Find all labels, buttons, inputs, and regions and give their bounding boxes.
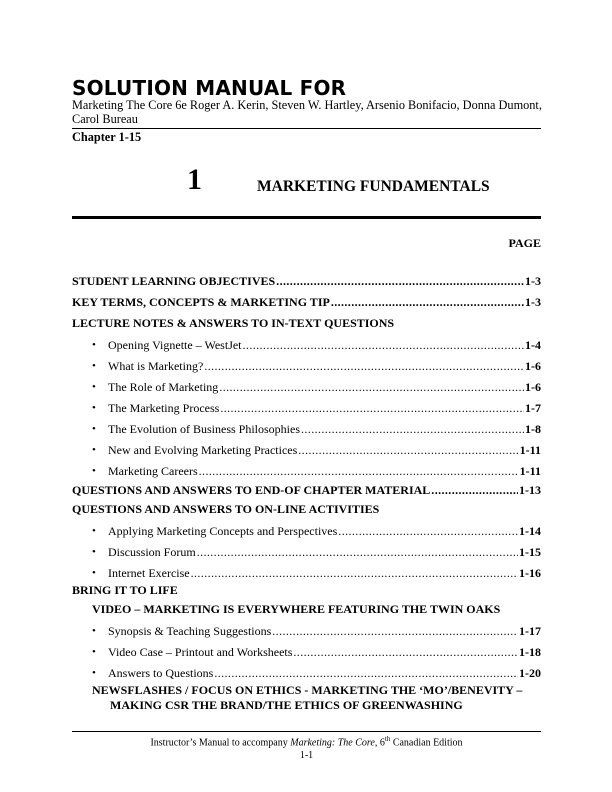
dot-leader: [243, 338, 524, 352]
toc-label: Discussion Forum: [108, 545, 196, 559]
bullet-icon: •: [92, 381, 96, 393]
toc-heading-ethics: [92, 683, 542, 713]
bullet-icon: •: [92, 625, 96, 637]
toc-heading-bring-it-to-life: BRING IT TO LIFE: [72, 583, 178, 597]
dot-leader: [338, 524, 518, 538]
dot-leader: [204, 359, 524, 373]
dot-leader: [197, 545, 518, 559]
chapter-title: MARKETING FUNDAMENTALS: [257, 178, 490, 195]
footer-rule: [72, 731, 541, 732]
toc-label: Marketing Careers: [108, 464, 198, 478]
toc-entry[interactable]: [92, 357, 541, 373]
dot-leader: [191, 566, 518, 580]
toc-entry[interactable]: [92, 420, 541, 436]
toc-heading-lecture: LECTURE NOTES & ANSWERS TO IN-TEXT QUESTIONS: [72, 316, 395, 330]
dot-leader: [293, 645, 518, 659]
toc-page: 1-17: [519, 624, 541, 638]
toc-entry[interactable]: [92, 564, 541, 580]
bullet-icon: •: [92, 465, 96, 477]
bullet-icon: •: [92, 546, 96, 558]
dot-leader: [199, 464, 519, 478]
toc-page: 1-6: [525, 359, 541, 373]
footer-edition: , 6: [374, 737, 385, 749]
toc-entry-key-terms[interactable]: [72, 293, 541, 309]
toc-label: QUESTIONS AND ANSWERS TO END-OF CHAPTER MATERIAL: [72, 483, 431, 497]
toc-label: KEY TERMS, CONCEPTS & MARKETING TIP: [72, 295, 330, 309]
ethics-line-2: MAKING CSR THE BRAND/THE ETHICS OF GREENWASHING: [110, 698, 463, 712]
toc-page: 1-16: [519, 566, 541, 580]
toc-page: 1-14: [519, 524, 541, 538]
toc-entry[interactable]: [92, 378, 541, 394]
solution-manual-heading: SOLUTION MANUAL FOR: [72, 76, 347, 100]
toc-label: Internet Exercise: [108, 566, 190, 580]
dot-leader: [272, 624, 518, 638]
footer-page-number: 1-1: [299, 750, 314, 762]
toc-page: 1-7: [525, 401, 541, 415]
toc-entry[interactable]: [92, 543, 541, 559]
toc-page: 1-11: [519, 464, 541, 478]
toc-label: Applying Marketing Concepts and Perspectives: [108, 524, 338, 538]
toc-label: STUDENT LEARNING OBJECTIVES: [72, 274, 276, 288]
page-footer: [72, 733, 541, 762]
footer-book-title: Marketing: The Core: [290, 737, 375, 749]
dot-leader: [219, 380, 524, 394]
dot-leader: [331, 295, 524, 309]
toc-label: Synopsis & Teaching Suggestions: [108, 624, 272, 638]
toc-label: Answers to Questions: [108, 666, 214, 680]
chapter-number: 1: [187, 163, 202, 196]
toc-page: 1-15: [519, 545, 541, 559]
toc-page: 1-3: [525, 295, 541, 309]
ethics-line-1: NEWSFLASHES / FOCUS ON ETHICS - MARKETING THE ‘MO’/BENEVITY –: [92, 683, 523, 697]
toc-label: What is Marketing?: [108, 359, 204, 373]
toc-page: 1-6: [525, 380, 541, 394]
toc-entry[interactable]: [92, 643, 541, 659]
header-rule: [72, 128, 541, 129]
bullet-icon: •: [92, 567, 96, 579]
toc-entry[interactable]: [92, 462, 541, 478]
bullet-icon: •: [92, 360, 96, 372]
dot-leader: [220, 401, 524, 415]
toc-page: 1-20: [519, 666, 541, 680]
bullet-icon: •: [92, 646, 96, 658]
page-column-header: PAGE: [508, 236, 541, 250]
toc-entry-objectives[interactable]: [72, 272, 541, 288]
toc-label: The Marketing Process: [108, 401, 220, 415]
bullet-icon: •: [92, 525, 96, 537]
dot-leader: [214, 666, 518, 680]
toc-page: 1-13: [519, 483, 541, 497]
toc-page: 1-11: [519, 443, 541, 457]
dot-leader: [431, 483, 518, 497]
toc-label: New and Evolving Marketing Practices: [108, 443, 298, 457]
chapter-range: Chapter 1-15: [72, 130, 142, 144]
footer-caption: [72, 733, 541, 749]
toc-page: 1-8: [525, 422, 541, 436]
toc-page: 1-18: [519, 645, 541, 659]
toc-entry[interactable]: [92, 522, 541, 538]
toc-page: 1-3: [525, 274, 541, 288]
toc-label: Opening Vignette – WestJet: [108, 338, 242, 352]
bullet-icon: •: [92, 444, 96, 456]
toc-entry[interactable]: [92, 399, 541, 415]
footer-prefix: Instructor’s Manual to accompany: [150, 737, 291, 749]
footer-edition-suffix: th: [384, 735, 391, 743]
toc-label: The Role of Marketing: [108, 380, 219, 394]
toc-entry-end-of-chapter[interactable]: [72, 481, 541, 497]
toc-entry[interactable]: [92, 441, 541, 457]
bullet-icon: •: [92, 339, 96, 351]
footer-edition-rest: Canadian Edition: [390, 737, 463, 749]
chapter-rule: [72, 216, 541, 219]
bullet-icon: •: [92, 423, 96, 435]
toc-entry[interactable]: [92, 622, 541, 638]
toc-heading-online: QUESTIONS AND ANSWERS TO ON-LINE ACTIVITIES: [72, 502, 380, 516]
toc-label: The Evolution of Business Philosophies: [108, 422, 300, 436]
bullet-icon: •: [92, 667, 96, 679]
toc-page: 1-4: [525, 338, 541, 352]
dot-leader: [298, 443, 518, 457]
toc-label: Video Case – Printout and Worksheets: [108, 645, 293, 659]
book-subtitle: Marketing The Core 6e Roger A. Kerin, Steven W. Hartley, Arsenio Bonifacio, Donna Dumont, Carol Bureau: [72, 98, 542, 126]
dot-leader: [276, 274, 524, 288]
toc-entry[interactable]: [92, 664, 541, 680]
toc-entry[interactable]: [92, 336, 541, 352]
toc-heading-video: VIDEO – MARKETING IS EVERYWHERE FEATURING THE TWIN OAKS: [92, 602, 501, 616]
dot-leader: [301, 422, 524, 436]
bullet-icon: •: [92, 402, 96, 414]
